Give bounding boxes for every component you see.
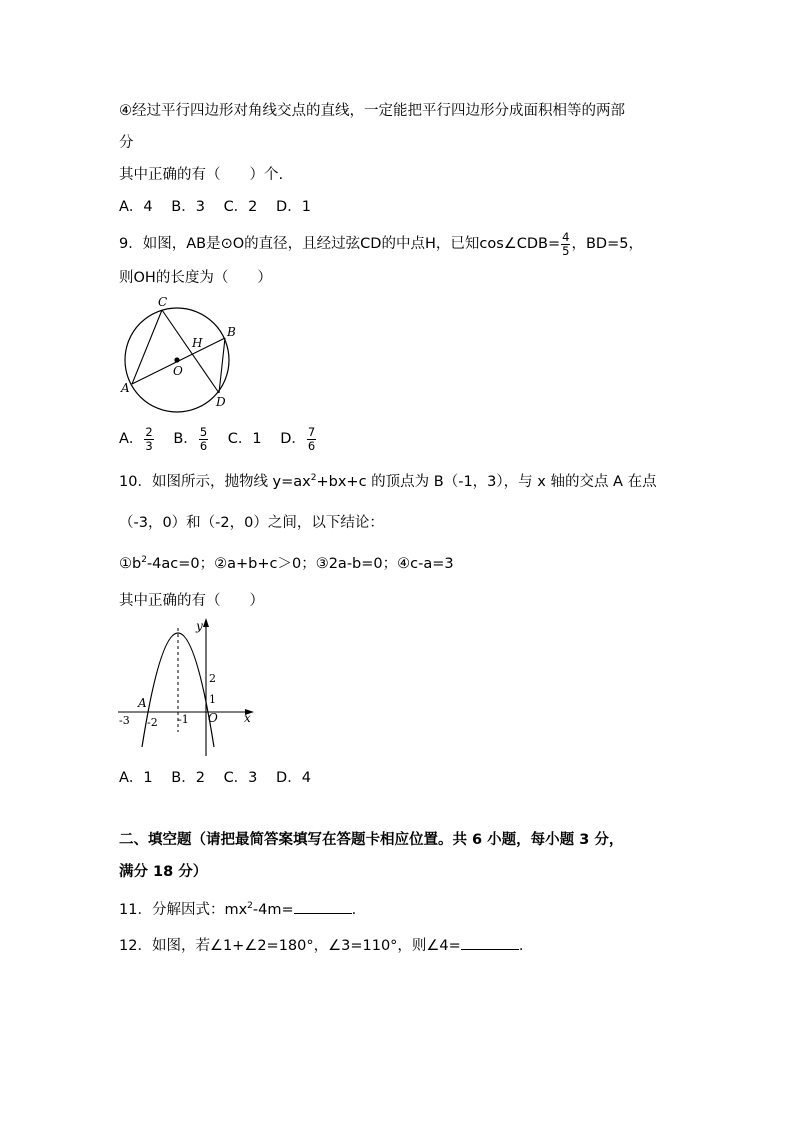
q8-option-b: B．3 (171, 199, 205, 215)
q10-sup: 2 (310, 473, 317, 484)
q10-options (119, 768, 325, 788)
q9-option-b-letter: B． (173, 431, 198, 447)
q9-option-d (280, 422, 317, 456)
q9-option-a (119, 422, 155, 456)
section2-heading-line2: 满分 18 分） (119, 864, 208, 880)
q10-option-a: A．1 (119, 770, 153, 786)
q9-option-a-fraction (144, 426, 153, 453)
q10-tick-minus2: -2 (147, 716, 158, 729)
q10-tick-minus1: -1 (178, 713, 189, 726)
q9-option-b-fraction (199, 426, 208, 453)
q10-tick-2: 2 (209, 672, 216, 685)
q10-stem-line1 (119, 472, 657, 492)
q12-answer-blank[interactable] (461, 935, 519, 950)
q9-option-d-fraction (307, 426, 316, 453)
q9-cos-den: 5 (562, 243, 570, 258)
q9-option-a-num: 2 (145, 424, 153, 439)
q9-label-b: B (227, 325, 236, 339)
q9-segment-ca (132, 310, 162, 384)
q9-stem-line1 (119, 227, 643, 261)
q9-option-c-letter: C． (227, 431, 253, 447)
q11-text-a: 11．分解因式：mx (119, 902, 248, 918)
q9-option-b-den: 6 (199, 438, 208, 453)
q12-text: 12．如图，若∠1+∠2=180°，∠3=110°，则∠4= (119, 938, 461, 954)
q10-y-arrow (203, 618, 209, 627)
q10-conclusions-b: -4ac=0；②a+b+c＞0；③2a-b=0；④c-a=3 (146, 556, 454, 572)
q9-center-dot (174, 357, 179, 362)
q8-item4-line2: 分 (119, 135, 134, 151)
q9-cos-fraction (561, 231, 570, 258)
q10-option-b: B．2 (171, 770, 205, 786)
q10-label-x: x (244, 711, 251, 725)
q10-conclusions-sup: 2 (141, 555, 147, 566)
q9-circle-figure (115, 294, 245, 414)
q9-option-d-den: 6 (307, 438, 316, 453)
q10-prompt: 其中正确的有（ ） (119, 593, 264, 609)
q11-text-b: -4m= (252, 902, 294, 918)
q9-option-a-letter: A． (119, 431, 144, 447)
q9-option-d-num: 7 (307, 424, 316, 439)
q9-text-a: 9．如图，AB是⊙O的直径，且经过弦CD的中点H，已知cos∠CDB= (119, 236, 561, 252)
q10-label-a: A (138, 696, 147, 710)
section2-heading-line1: 二、填空题（请把最简答案填写在答题卡相应位置。共 6 小题，每小题 3 分， (119, 832, 624, 848)
q10-parabola-figure (114, 614, 264, 759)
q10-text-a: 10．如图所示，抛物线 y=ax (119, 474, 311, 490)
q9-label-c: C (158, 295, 168, 309)
q8-options (119, 197, 325, 217)
q12-end: . (518, 938, 524, 954)
q11-answer-blank[interactable] (294, 899, 352, 914)
q10-text-b: +bx+c 的顶点为 B（-1，3），与 x 轴的交点 A 在点 (316, 474, 657, 490)
q11-sup: 2 (247, 901, 253, 912)
q10-option-d: D．4 (276, 770, 311, 786)
q8-option-d: D．1 (276, 199, 311, 215)
q10-label-y: y (196, 619, 203, 633)
q9-option-c (228, 422, 262, 456)
q9-segment-bd (219, 338, 225, 393)
q8-option-c: C．2 (223, 199, 258, 215)
q8-item4-line1: ④经过平行四边形对角线交点的直线，一定能把平行四边形分成面积相等的两部 (119, 103, 625, 119)
q9-cos-num: 4 (562, 229, 570, 244)
q9-label-a: A (121, 381, 130, 395)
q9-text-b: ，BD=5， (571, 236, 643, 252)
q9-option-b-num: 5 (199, 424, 208, 439)
q10-tick-minus3: -3 (119, 714, 130, 727)
q9-options (119, 422, 331, 456)
q9-label-h: H (192, 336, 203, 350)
q10-stem-line2: （-3，0）和（-2，0）之间，以下结论： (119, 515, 384, 531)
q11-stem (119, 899, 356, 920)
q11-end: . (351, 902, 357, 918)
q9-stem-line2: 则OH的长度为（ ） (119, 270, 272, 286)
q9-option-a-den: 3 (145, 438, 153, 453)
q12-stem (119, 935, 523, 956)
q9-option-b (173, 422, 209, 456)
q10-conclusions (119, 554, 454, 574)
q10-option-c: C．3 (223, 770, 258, 786)
q10-tick-1: 1 (209, 693, 216, 706)
q9-chord-cd (162, 310, 219, 393)
q8-prompt: 其中正确的有（ ）个. (119, 167, 284, 183)
q9-label-o: O (173, 364, 183, 378)
q9-option-d-letter: D． (280, 431, 306, 447)
q10-label-o: O (208, 711, 218, 725)
q10-conclusions-a: ①b (119, 556, 142, 572)
q8-option-a: A．4 (119, 199, 153, 215)
q9-label-d: D (216, 395, 226, 409)
q9-option-c-value: 1 (252, 431, 262, 447)
